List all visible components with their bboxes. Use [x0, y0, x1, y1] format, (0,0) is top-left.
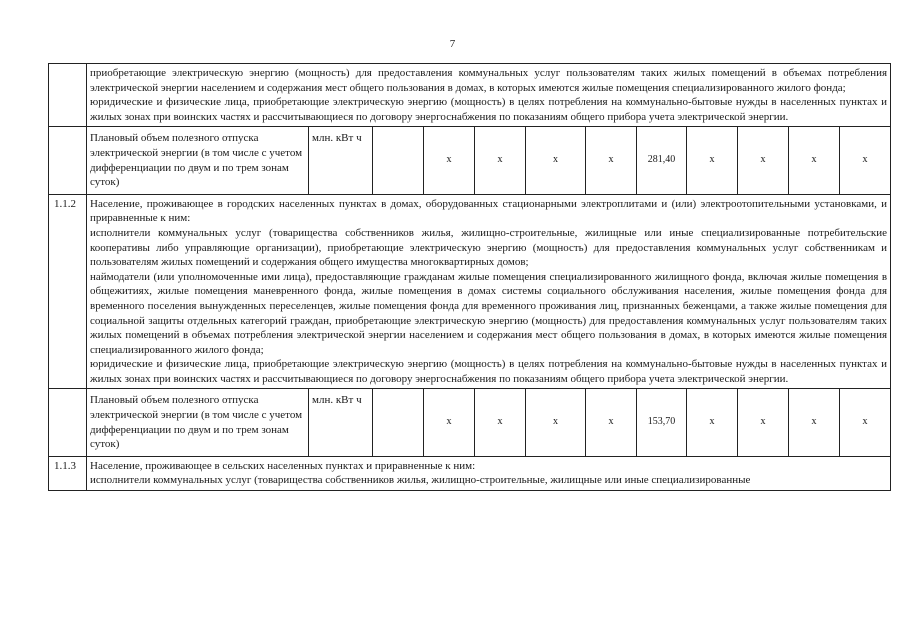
intro-paragraph: юридические и физические лица, приобретающие электрическую энергию (мощность) в целях потребления на коммунально-бытовые нужды в населенных пунктах и жилых зонах при воинских частях и рассчитывающиеся по договору энергоснабжения по показаниям общего прибора учета электрической энергии.	[90, 96, 888, 123]
value-cell: x	[586, 389, 637, 456]
value-cell: 281,40	[637, 127, 687, 194]
section-number: 1.1.3	[49, 456, 87, 490]
value-cell: x	[789, 127, 840, 194]
value-cell: x	[687, 127, 738, 194]
plan-volume-row	[49, 127, 891, 194]
number-cell-empty	[49, 127, 87, 194]
value-cell: x	[424, 127, 475, 194]
section-paragraph: Население, проживающее в городских населенных пунктах в домах, оборудованных стационарными электроплитами и (или) электроотопительными установками, и приравненные к ним:	[90, 197, 888, 225]
value-cell: x	[526, 127, 586, 194]
empty-cell	[373, 389, 424, 456]
value-cell: x	[687, 389, 738, 456]
value-cell: x	[424, 389, 475, 456]
section-paragraph: Население, проживающее в сельских населенных пунктах и приравненные к ним:	[90, 459, 476, 472]
section-paragraph: исполнители коммунальных услуг (товарищества собственников жилья, жилищно-строительные, жилищные или иные специализированные	[90, 474, 751, 487]
tariff-table	[48, 63, 891, 491]
value-cell: x	[475, 127, 526, 194]
value-cell: x	[738, 127, 789, 194]
intro-paragraph: приобретающие электрическую энергию (мощность) для предоставления коммунальных услуг пользователям таких жилых помещений в объемах потребления электрической энергии населением и содержания мест общего пользования в домах, в которых имеются жилые помещения специализированного жилого фонда;	[90, 67, 888, 94]
plan-volume-row	[49, 389, 891, 456]
value-cell: x	[840, 389, 891, 456]
page-number: 7	[449, 38, 456, 50]
number-cell-empty	[49, 389, 87, 456]
section-paragraph: наймодатели (или уполномоченные ими лица), предоставляющие гражданам жилые помещения специализированного жилищного фонда, включая жилые помещения в общежитиях, жилые помещения маневренного фонда, жилые помещения в домах системы социального обслуживания населения, жилые помещения фонда для временного поселения вынужденных переселенцев, жилые помещения фонда для временного проживания лиц, признанных беженцами, а также жилые помещения для социальной защиты отдельных категорий граждан, приобретающие электрическую энергию (мощность) для предоставления коммунальных услуг пользователям таких жилых помещений в объемах потребления электрической энергии населением и содержания мест общего пользования в домах, в которых имеются жилые помещения специализированного жилого фонда;	[90, 270, 888, 356]
section-row-1-1-3	[49, 456, 891, 490]
value-cell: 153,70	[637, 389, 687, 456]
unit-cell: млн. кВт ч	[309, 127, 373, 194]
empty-cell	[373, 127, 424, 194]
value-cell: x	[840, 127, 891, 194]
value-cell: x	[526, 389, 586, 456]
section-number: 1.1.2	[49, 194, 87, 389]
plan-volume-label: Плановый объем полезного отпуска электрической энергии (в том числе с учетом дифференциации по двум и по трем зонам суток)	[87, 389, 309, 456]
value-cell: x	[586, 127, 637, 194]
value-cell: x	[789, 389, 840, 456]
value-cell: x	[475, 389, 526, 456]
plan-volume-label: Плановый объем полезного отпуска электрической энергии (в том числе с учетом дифференциации по двум и по трем зонам суток)	[87, 127, 309, 194]
section-row-1-1-2	[49, 194, 891, 389]
section-paragraph: исполнители коммунальных услуг (товарищества собственников жилья, жилищно-строительные, жилищные или иные специализированные потребительские кооперативы либо управляющие организации), приобретающие электрическую энергию (мощность) для предоставления коммунальных услуг собственникам и пользователям жилых помещений и содержания общего имущества многоквартирных домов;	[90, 226, 888, 269]
intro-text-cell	[87, 64, 891, 127]
number-cell-empty	[49, 64, 87, 127]
section-text-cell	[87, 456, 891, 490]
section-paragraph: юридические и физические лица, приобретающие электрическую энергию (мощность) в целях потребления на коммунально-бытовые нужды в населенных пунктах и жилых зонах при воинских частях и рассчитывающиеся по договору энергоснабжения по показаниям общего прибора учета электрической энергии.	[90, 358, 888, 385]
section-text-cell	[87, 194, 891, 389]
unit-cell: млн. кВт ч	[309, 389, 373, 456]
intro-row	[49, 64, 891, 127]
value-cell: x	[738, 389, 789, 456]
